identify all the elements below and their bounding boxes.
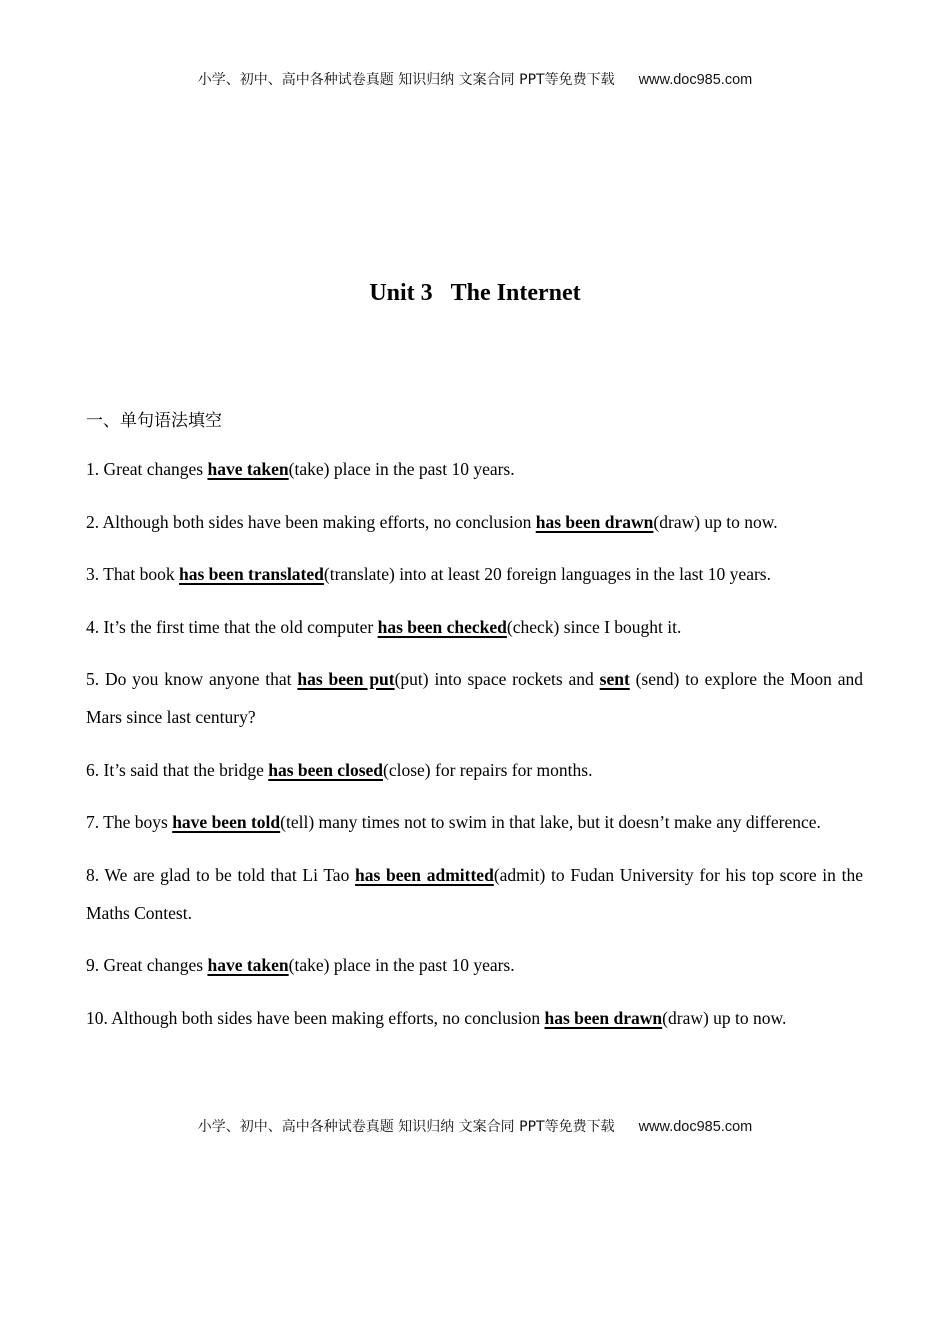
answer: have been told — [172, 812, 281, 832]
answer: has been admitted — [355, 864, 494, 885]
exercise-item — [86, 608, 863, 646]
item-text: 1. Great changes — [86, 459, 208, 479]
page-header — [0, 69, 950, 89]
footer-text: 小学、初中、高中各种试卷真题 知识归纳 文案合同 PPT等免费下载 — [197, 1119, 615, 1135]
item-text: (tell) many times not to swim in that lake, but it doesn’t make any difference. — [280, 812, 821, 832]
item-text: (take) place in the past 10 years. — [288, 459, 515, 479]
header-url[interactable]: www.doc985.com — [638, 72, 753, 88]
answer: sent — [599, 669, 630, 689]
answer: has been checked — [377, 616, 507, 637]
exercise-item — [86, 856, 863, 932]
item-text: (draw) up to now. — [653, 511, 778, 532]
exercise-item — [86, 999, 863, 1037]
item-text: (put) into space rockets and — [394, 669, 600, 689]
item-text: 5. Do you know anyone that — [86, 669, 298, 689]
item-text: 3. That book — [86, 564, 180, 584]
exercise-list — [86, 450, 863, 1051]
item-text: 10. Although both sides have been making efforts, no conclusion — [86, 1007, 545, 1028]
exercise-item — [86, 751, 863, 789]
item-text: (send) to explore the Moon and Mars since last century? — [86, 669, 863, 727]
answer: has been translated — [179, 564, 324, 584]
answer: has been put — [297, 669, 395, 689]
answer: have taken — [207, 459, 289, 479]
exercise-item — [86, 946, 863, 984]
item-text: (draw) up to now. — [662, 1007, 787, 1028]
exercise-item — [86, 660, 863, 736]
unit-name: The Internet — [450, 280, 581, 306]
exercise-item — [86, 450, 863, 488]
answer: has been closed — [268, 759, 383, 780]
item-text: 9. Great changes — [86, 955, 208, 975]
item-text: 8. We are glad to be told that Li Tao — [86, 864, 356, 885]
page-footer — [0, 1116, 950, 1136]
item-text: (admit) to Fudan University for his top score in the Maths Contest. — [86, 864, 863, 923]
item-text: (check) since I bought it. — [506, 616, 682, 637]
item-text: 6. It’s said that the bridge — [86, 759, 269, 780]
header-text: 小学、初中、高中各种试卷真题 知识归纳 文案合同 PPT等免费下载 — [197, 72, 615, 88]
item-text: 4. It’s the first time that the old computer — [86, 616, 378, 637]
item-text: (close) for repairs for months. — [383, 759, 593, 780]
item-text: (translate) into at least 20 foreign languages in the last 10 years. — [323, 564, 771, 584]
exercise-item — [86, 555, 863, 593]
item-text: (take) place in the past 10 years. — [288, 955, 515, 975]
unit-number: Unit 3 — [369, 280, 433, 306]
section-heading: 一、单句语法填空 — [86, 411, 222, 431]
item-text: 7. The boys — [86, 812, 173, 832]
item-text: 2. Although both sides have been making efforts, no conclusion — [86, 511, 536, 532]
answer: have taken — [207, 955, 289, 975]
footer-url[interactable]: www.doc985.com — [638, 1119, 753, 1135]
page-title — [0, 280, 950, 307]
exercise-item — [86, 503, 863, 541]
exercise-item — [86, 803, 863, 841]
answer: has been drawn — [535, 511, 654, 532]
answer: has been drawn — [544, 1007, 663, 1028]
